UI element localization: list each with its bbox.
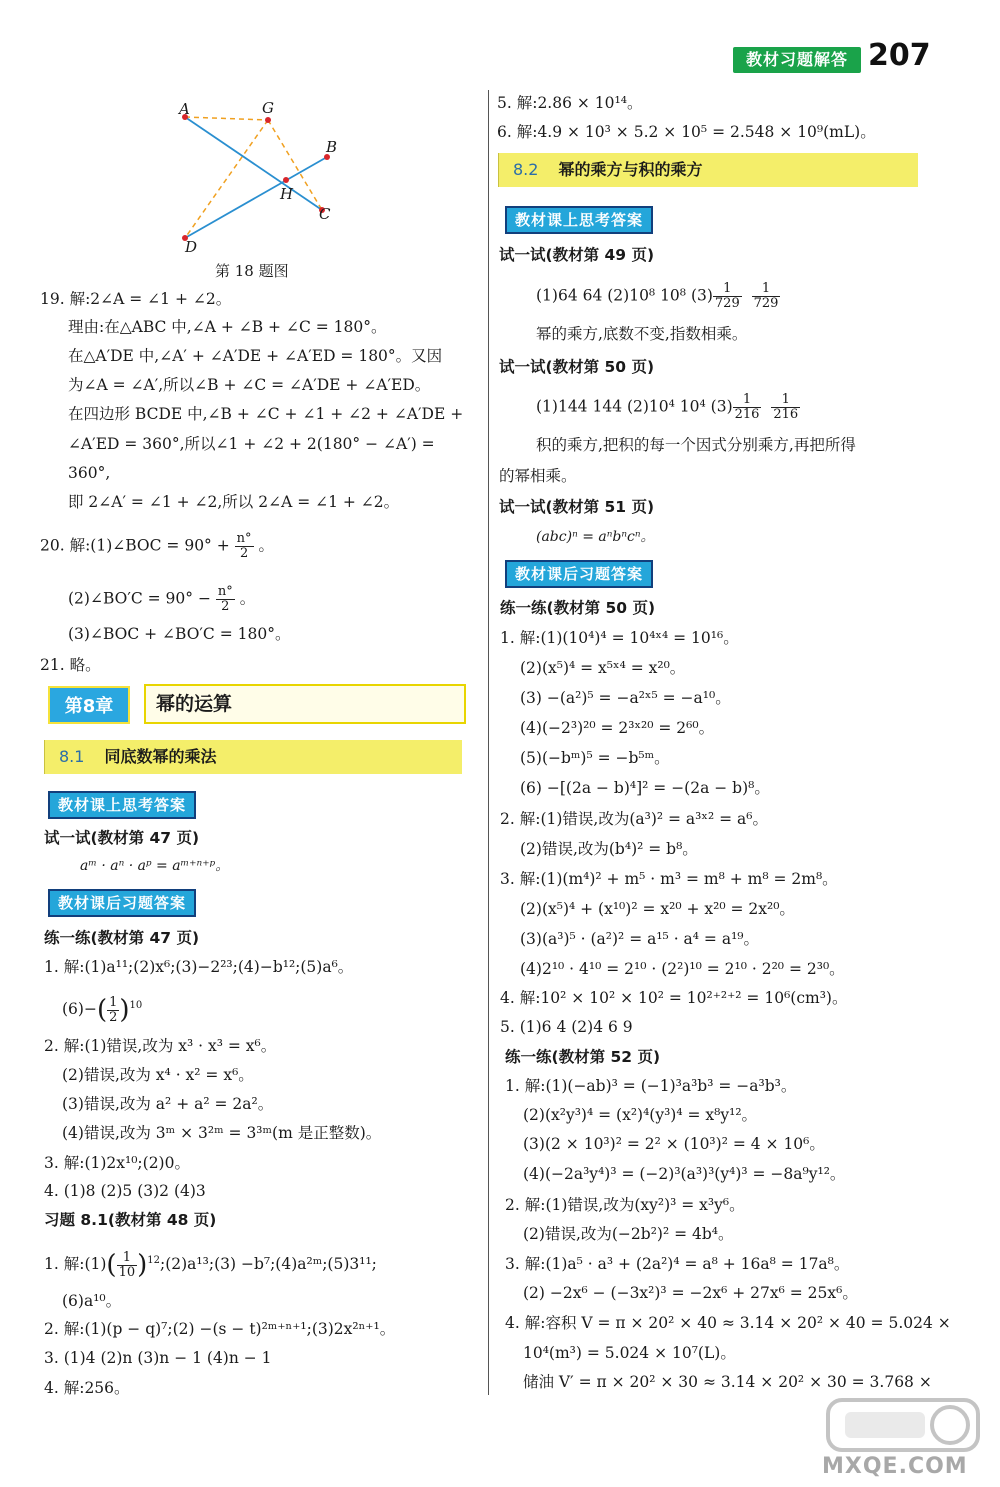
q19-line: 在△A′DE 中,∠A′ + ∠A′DE + ∠A′ED = 180°。又因 <box>68 347 443 365</box>
q19-line: 为∠A = ∠A′,所以∠B + ∠C = ∠A′DE + ∠A′ED。 <box>68 376 431 394</box>
q20-1: 20. 解:(1)∠BOC = 90° + $\frac{n^\circ}{2}$ 。 <box>40 531 274 561</box>
r6: 6. 解:4.9 × 10³ × 5.2 × 10⁵ = 2.548 × 10⁹(mL)。 <box>497 123 876 141</box>
prac50-q3: (4)2¹⁰ · 4¹⁰ = 2¹⁰ · (2²)¹⁰ = 2¹⁰ · 2²⁰ = 2³⁰。 <box>520 960 845 978</box>
try51-heading: 试一试(教材第 51 页) <box>499 498 655 516</box>
prac47-q2: (2)错误,改为 x⁴ · x² = x⁶。 <box>62 1066 254 1084</box>
try50-rule: 的幂相乘。 <box>499 467 577 485</box>
fraction-denominator: 10 <box>118 1264 136 1280</box>
section-name: 同底数幂的乘法 <box>104 747 217 766</box>
prac47-q2: (3)错误,改为 a² + a² = 2a²。 <box>62 1095 274 1113</box>
fraction-numerator: n° <box>236 531 252 546</box>
prac47-heading: 练一练(教材第 47 页) <box>44 929 200 947</box>
prac50-q5: 5. (1)6 4 (2)4 6 9 <box>500 1018 633 1036</box>
try47-heading: 试一试(教材第 47 页) <box>44 829 200 847</box>
section-8-1-bar <box>44 740 462 774</box>
prac47-q1-6: (6)−( $\frac{1}{2}$ )$^{10}$ <box>62 994 143 1026</box>
q1-6-text: (6)− <box>62 1000 97 1019</box>
e1-text: 1. 解:(1) <box>44 1255 107 1274</box>
fraction-numerator: 1 <box>117 1251 138 1266</box>
prac52-q1: (3)(2 × 10³)² = 2² × (10³)² = 4 × 10⁶。 <box>523 1135 825 1153</box>
ex81-q3: 3. (1)4 (2)n (3)n − 1 (4)n − 1 <box>44 1349 272 1367</box>
q19-line: 360°, <box>68 464 111 482</box>
fraction-numerator: 1 <box>752 282 781 297</box>
prac50-q1: 1. 解:(1)(10⁴)⁴ = 10⁴ˣ⁴ = 10¹⁶。 <box>500 629 739 647</box>
try50-text: (1)144 144 (2)10⁴ 10⁴ (3) <box>536 397 733 416</box>
prac47-q1: 1. 解:(1)a¹¹;(2)x⁶;(3)−2²³;(4)−b¹²;(5)a⁶。 <box>44 958 354 976</box>
chapter-title: 幂的运算 <box>144 684 466 724</box>
prac50-q2: (2)错误,改为(b⁴)² = b⁸。 <box>520 840 698 858</box>
prac52-q3: (2) −2x⁶ − (−3x²)³ = −2x⁶ + 27x⁶ = 25x⁶。 <box>523 1284 858 1302</box>
watermark-text: MXQE.COM <box>822 1454 968 1479</box>
prac52-q1: 1. 解:(1)(−ab)³ = (−1)³a³b³ = −a³b³。 <box>505 1077 797 1095</box>
fraction-denominator: 729 <box>753 296 779 311</box>
prac50-q3: 3. 解:(1)(m⁴)² + m⁵ · m³ = m⁸ + m⁸ = 2m⁸。 <box>500 870 838 888</box>
prac52-q4: 10⁴(m³) = 5.024 × 10⁷(L)。 <box>523 1344 736 1362</box>
section-number: 8.2 <box>513 160 539 179</box>
badge-classroom-answers: 教材课上思考答案 <box>48 791 196 819</box>
q21: 21. 略。 <box>40 656 101 674</box>
try49-rule: 幂的乘方,底数不变,指数相乘。 <box>536 325 748 343</box>
prac52-q3: 3. 解:(1)a⁵ · a³ + (2a²)⁴ = a⁸ + 16a⁸ = 17a⁸。 <box>505 1255 850 1273</box>
q20-1-fraction <box>235 532 254 561</box>
point-b-label: B <box>326 138 338 156</box>
q20-1-text: 20. 解:(1)∠BOC = 90° + <box>40 536 230 555</box>
try51-answer: (abc)ⁿ = aⁿbⁿcⁿ。 <box>536 529 655 545</box>
try49-heading: 试一试(教材第 49 页) <box>499 246 655 264</box>
prac50-q2: 2. 解:(1)错误,改为(a³)² = a³ˣ² = a⁶。 <box>500 810 768 828</box>
fraction-denominator: 216 <box>773 407 799 422</box>
fraction-denominator: 729 <box>714 296 740 311</box>
prac47-q3: 3. 解:(1)2x¹⁰;(2)0。 <box>44 1154 190 1172</box>
q1-6-fraction <box>107 996 119 1025</box>
q19-line: 在四边形 BCDE 中,∠B + ∠C + ∠1 + ∠2 + ∠A′DE + <box>68 405 464 423</box>
section-name: 幂的乘方与积的乘方 <box>558 160 703 179</box>
badge-homework-answers: 教材课后习题答案 <box>505 560 653 588</box>
q20-3: (3)∠BOC + ∠BO′C = 180°。 <box>68 625 291 643</box>
try50-rule: 积的乘方,把积的每一个因式分别乘方,再把所得 <box>536 436 856 454</box>
prac47-q4: 4. (1)8 (2)5 (3)2 (4)3 <box>44 1182 206 1200</box>
try49-text: (1)64 64 (2)10⁸ 10⁸ (3) <box>536 286 713 305</box>
ex81-q4: 4. 解:256。 <box>44 1379 130 1397</box>
try50-heading: 试一试(教材第 50 页) <box>499 358 655 376</box>
fraction-numerator: 1 <box>771 393 800 408</box>
prac50-heading: 练一练(教材第 50 页) <box>500 599 656 617</box>
chapter-badge: 第8章 <box>48 686 130 724</box>
ex81-q1-6: (6)a¹⁰。 <box>62 1292 122 1310</box>
q20-2-fraction <box>216 585 235 614</box>
header-tag: 教材习题解答 <box>733 47 861 73</box>
prac50-q1: (5)(−bᵐ)⁵ = −b⁵ᵐ。 <box>520 749 670 767</box>
prac52-heading: 练一练(教材第 52 页) <box>505 1048 661 1066</box>
point-g-label: G <box>262 99 274 117</box>
prac52-q1: (2)(x²y³)⁴ = (x²)⁴(y³)⁴ = x⁸y¹²。 <box>523 1106 758 1124</box>
prac50-q1: (6) −[(2a − b)⁴]² = −(2a − b)⁸。 <box>520 779 770 797</box>
ex81-q1: 1. 解:(1)( $\frac{1}{10}$ )$^{12}$;(2)a¹³;(3) −b⁷;(4)a²ᵐ;(5)3¹¹; <box>44 1249 377 1281</box>
prac52-q2: (2)错误,改为(−2b²)² = 4b⁴。 <box>523 1225 734 1243</box>
q20-2: (2)∠BO′C = 90° − $\frac{n^\circ}{2}$ 。 <box>68 584 256 614</box>
e1-fraction <box>117 1251 138 1280</box>
try50-answer <box>536 393 800 422</box>
fraction-denominator: 2 <box>221 599 230 614</box>
try47-answer: aᵐ · aⁿ · aᵖ = aᵐ⁺ⁿ⁺ᵖ。 <box>80 858 230 874</box>
q19-line: 理由:在△ABC 中,∠A + ∠B + ∠C = 180°。 <box>68 318 387 336</box>
fraction-numerator: n° <box>217 584 233 599</box>
q20-2-text: (2)∠BO′C = 90° − <box>68 589 211 608</box>
figure-caption: 第 18 题图 <box>215 262 289 280</box>
try49-answer <box>536 282 780 311</box>
point-c-label: C <box>319 205 331 223</box>
point-d-label: D <box>185 238 198 256</box>
exponent: 12 <box>147 1255 160 1266</box>
point-a-label: A <box>179 100 190 118</box>
prac50-q3: (3)(a³)⁵ · (a²)² = a¹⁵ · a⁴ = a¹⁹。 <box>520 930 760 948</box>
r5: 5. 解:2.86 × 10¹⁴。 <box>497 94 643 112</box>
q19-line: 19. 解:2∠A = ∠1 + ∠2。 <box>40 290 232 308</box>
ex81-heading: 习题 8.1(教材第 48 页) <box>44 1211 217 1229</box>
prac50-q1: (4)(−2³)²⁰ = 2³ˣ²⁰ = 2⁶⁰。 <box>520 719 715 737</box>
fraction-numerator: 1 <box>733 393 762 408</box>
try49-fraction <box>752 282 781 311</box>
page-number: 207 <box>868 38 931 73</box>
badge-homework-answers: 教材课后习题答案 <box>48 889 196 917</box>
fraction-denominator: 2 <box>109 1009 118 1025</box>
prac52-q2: 2. 解:(1)错误,改为(xy²)³ = x³y⁶。 <box>505 1196 745 1214</box>
prac50-q3: (2)(x⁵)⁴ + (x¹⁰)² = x²⁰ + x²⁰ = 2x²⁰。 <box>520 900 795 918</box>
fraction-denominator: 216 <box>734 407 760 422</box>
fraction-numerator: 1 <box>713 282 742 297</box>
column-divider <box>488 90 489 1395</box>
ex81-q2: 2. 解:(1)(p − q)⁷;(2) −(s − t)²ᵐ⁺ⁿ⁺¹;(3)2x²ⁿ⁺¹。 <box>44 1320 396 1338</box>
prac47-q2: (4)错误,改为 3ᵐ × 3²ᵐ = 3³ᵐ(m 是正整数)。 <box>62 1124 382 1142</box>
prac47-q2: 2. 解:(1)错误,改为 x³ · x³ = x⁶。 <box>44 1037 277 1055</box>
badge-classroom-answers: 教材课上思考答案 <box>505 206 653 234</box>
section-number: 8.1 <box>59 747 85 766</box>
fraction-denominator: 2 <box>239 546 249 561</box>
prac50-q4: 4. 解:10² × 10² × 10² = 10²⁺²⁺² = 10⁶(cm³)。 <box>500 989 848 1007</box>
q19-line: 即 2∠A′ = ∠1 + ∠2,所以 2∠A = ∠1 + ∠2。 <box>68 493 400 511</box>
prac52-q4: 储油 V′ = π × 20² × 30 ≈ 3.14 × 20² × 30 = 3.768 × <box>523 1373 932 1391</box>
prac52-q1: (4)(−2a³y⁴)³ = (−2)³(a³)³(y⁴)³ = −8a⁹y¹²。 <box>523 1165 846 1183</box>
section-8-2-bar <box>498 153 918 187</box>
prac50-q1: (3) −(a²)⁵ = −a²ˣ⁵ = −a¹⁰。 <box>520 689 731 707</box>
q19-line: ∠A′ED = 360°,所以∠1 + ∠2 + 2(180° − ∠A′) = <box>68 435 435 453</box>
exponent: 10 <box>129 1000 143 1011</box>
e1-rest: ;(2)a¹³;(3) −b⁷;(4)a²ᵐ;(5)3¹¹; <box>160 1255 377 1274</box>
figure-18 <box>170 95 350 260</box>
prac52-q4: 4. 解:容积 V = π × 20² × 40 ≈ 3.14 × 20² × 40 = 5.024 × <box>505 1314 951 1332</box>
point-h-label: H <box>280 185 294 203</box>
fraction-numerator: 1 <box>109 994 118 1010</box>
try50-fraction <box>771 393 800 422</box>
try49-fraction <box>713 282 742 311</box>
try50-fraction <box>733 393 762 422</box>
prac50-q1: (2)(x⁵)⁴ = x⁵ˣ⁴ = x²⁰。 <box>520 659 686 677</box>
